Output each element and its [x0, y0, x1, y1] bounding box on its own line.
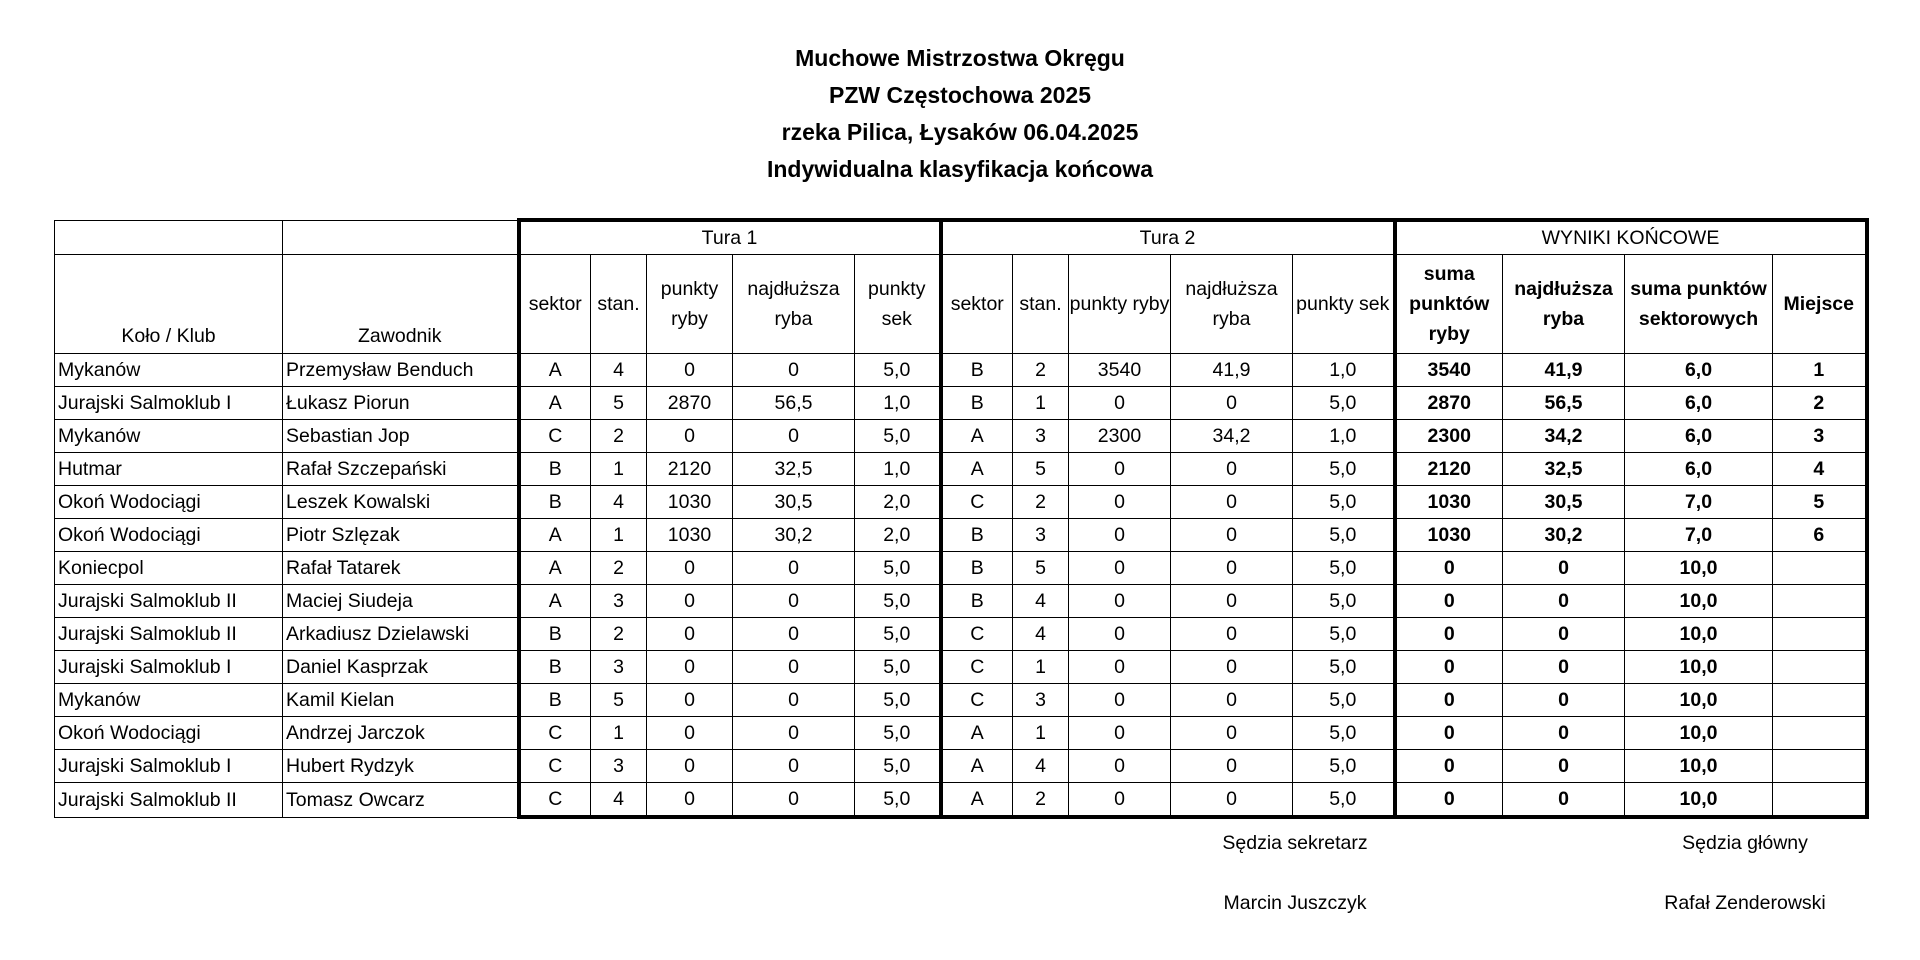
- cell-t1-fish-points: 1030: [647, 486, 733, 519]
- cell-t2-fish-points: 0: [1069, 519, 1171, 552]
- cell-t1-longest: 32,5: [733, 453, 855, 486]
- cell-t1-fish-points: 0: [647, 783, 733, 818]
- cell-place: 5: [1773, 486, 1867, 519]
- cell-player: Hubert Rydzyk: [283, 750, 519, 783]
- cell-place: 4: [1773, 453, 1867, 486]
- cell-total-sector-points: 10,0: [1625, 651, 1773, 684]
- cell-club: Mykanów: [55, 420, 283, 453]
- cell-player: Maciej Siudeja: [283, 585, 519, 618]
- cell-club: Jurajski Salmoklub I: [55, 651, 283, 684]
- col-t2-sector-points: punkty sek: [1293, 255, 1395, 354]
- results-table: [54, 218, 1869, 819]
- cell-t2-sector: A: [941, 750, 1013, 783]
- cell-t1-sector-points: 5,0: [855, 552, 941, 585]
- cell-place: 2: [1773, 387, 1867, 420]
- cell-player: Andrzej Jarczok: [283, 717, 519, 750]
- cell-t1-sector: C: [519, 717, 591, 750]
- cell-t1-fish-points: 2120: [647, 453, 733, 486]
- cell-player: Rafał Tatarek: [283, 552, 519, 585]
- cell-t2-longest: 0: [1171, 486, 1293, 519]
- cell-t2-sector: B: [941, 387, 1013, 420]
- table-row: [55, 783, 1867, 818]
- cell-club: Koniecpol: [55, 552, 283, 585]
- cell-t2-stand: 3: [1013, 420, 1069, 453]
- cell-t2-stand: 2: [1013, 354, 1069, 387]
- cell-total-fish-points: 1030: [1395, 486, 1503, 519]
- cell-total-longest: 0: [1503, 783, 1625, 818]
- cell-t1-sector-points: 5,0: [855, 420, 941, 453]
- cell-t2-sector-points: 1,0: [1293, 354, 1395, 387]
- cell-club: Jurajski Salmoklub II: [55, 585, 283, 618]
- cell-t1-sector-points: 2,0: [855, 486, 941, 519]
- cell-player: Kamil Kielan: [283, 684, 519, 717]
- cell-t1-stand: 1: [591, 453, 647, 486]
- cell-t2-sector-points: 5,0: [1293, 651, 1395, 684]
- table-row: [55, 684, 1867, 717]
- cell-t1-sector: C: [519, 783, 591, 818]
- cell-t2-sector: A: [941, 717, 1013, 750]
- cell-total-sector-points: 10,0: [1625, 684, 1773, 717]
- cell-t2-sector: B: [941, 552, 1013, 585]
- cell-t1-sector-points: 5,0: [855, 585, 941, 618]
- cell-total-longest: 34,2: [1503, 420, 1625, 453]
- cell-t1-sector-points: 5,0: [855, 651, 941, 684]
- cell-t2-longest: 0: [1171, 783, 1293, 818]
- cell-total-fish-points: 2870: [1395, 387, 1503, 420]
- cell-club: Jurajski Salmoklub I: [55, 387, 283, 420]
- cell-t1-longest: 0: [733, 717, 855, 750]
- cell-t1-longest: 0: [733, 420, 855, 453]
- cell-total-sector-points: 7,0: [1625, 519, 1773, 552]
- cell-t2-stand: 1: [1013, 387, 1069, 420]
- cell-total-sector-points: 10,0: [1625, 717, 1773, 750]
- cell-total-fish-points: 0: [1395, 585, 1503, 618]
- cell-player: Leszek Kowalski: [283, 486, 519, 519]
- secretary-title: Sędzia sekretarz: [1222, 832, 1368, 854]
- col-club: Koło / Klub: [55, 255, 283, 354]
- cell-t2-sector-points: 5,0: [1293, 387, 1395, 420]
- cell-t2-sector: A: [941, 420, 1013, 453]
- title-line-2: PZW Częstochowa 2025: [828, 82, 1092, 108]
- cell-player: Tomasz Owcarz: [283, 783, 519, 818]
- cell-club: Okoń Wodociągi: [55, 486, 283, 519]
- col-t1-longest: najdłuższa ryba: [733, 255, 855, 354]
- secretary-name: Marcin Juszczyk: [1223, 892, 1367, 914]
- col-total-sector-points: suma punktów sektorowych: [1625, 255, 1773, 354]
- cell-total-longest: 0: [1503, 585, 1625, 618]
- cell-t1-sector: B: [519, 453, 591, 486]
- cell-t1-longest: 0: [733, 585, 855, 618]
- cell-t1-sector-points: 5,0: [855, 354, 941, 387]
- cell-place: 6: [1773, 519, 1867, 552]
- cell-t1-stand: 4: [591, 783, 647, 818]
- table-row: [55, 717, 1867, 750]
- cell-t1-sector: A: [519, 387, 591, 420]
- cell-t2-fish-points: 0: [1069, 651, 1171, 684]
- cell-t2-sector-points: 5,0: [1293, 717, 1395, 750]
- col-t1-sector: sektor: [519, 255, 591, 354]
- cell-total-fish-points: 0: [1395, 618, 1503, 651]
- cell-t2-sector: B: [941, 519, 1013, 552]
- cell-t1-stand: 4: [591, 354, 647, 387]
- cell-t1-longest: 0: [733, 552, 855, 585]
- group-tura-2: Tura 2: [941, 220, 1395, 255]
- cell-total-longest: 30,5: [1503, 486, 1625, 519]
- col-player: Zawodnik: [283, 255, 519, 354]
- col-total-longest: najdłuższa ryba: [1503, 255, 1625, 354]
- cell-t1-stand: 4: [591, 486, 647, 519]
- cell-t2-fish-points: 3540: [1069, 354, 1171, 387]
- cell-t2-sector: B: [941, 585, 1013, 618]
- cell-t1-longest: 30,5: [733, 486, 855, 519]
- cell-t1-sector: B: [519, 684, 591, 717]
- cell-t2-sector-points: 5,0: [1293, 684, 1395, 717]
- cell-t2-stand: 4: [1013, 750, 1069, 783]
- cell-total-fish-points: 2300: [1395, 420, 1503, 453]
- table-row: [55, 618, 1867, 651]
- cell-total-longest: 0: [1503, 618, 1625, 651]
- cell-total-sector-points: 6,0: [1625, 453, 1773, 486]
- cell-t2-stand: 2: [1013, 783, 1069, 818]
- cell-t2-sector: C: [941, 684, 1013, 717]
- cell-t1-stand: 3: [591, 585, 647, 618]
- cell-place: [1773, 552, 1867, 585]
- cell-t2-sector: B: [941, 354, 1013, 387]
- cell-place: [1773, 750, 1867, 783]
- title-line-1: Muchowe Mistrzostwa Okręgu: [795, 45, 1125, 71]
- cell-t2-stand: 4: [1013, 585, 1069, 618]
- results-body: [55, 354, 1867, 818]
- cell-total-longest: 56,5: [1503, 387, 1625, 420]
- cell-t2-longest: 0: [1171, 684, 1293, 717]
- chief-judge-name: Rafał Zenderowski: [1664, 892, 1826, 914]
- table-row: [55, 354, 1867, 387]
- cell-t2-longest: 0: [1171, 750, 1293, 783]
- cell-player: Przemysław Benduch: [283, 354, 519, 387]
- cell-t1-fish-points: 0: [647, 420, 733, 453]
- cell-total-longest: 30,2: [1503, 519, 1625, 552]
- cell-t1-sector-points: 1,0: [855, 453, 941, 486]
- table-row: [55, 453, 1867, 486]
- cell-club: Jurajski Salmoklub II: [55, 783, 283, 818]
- cell-club: Okoń Wodociągi: [55, 717, 283, 750]
- document-title: [0, 40, 1920, 188]
- cell-place: [1773, 783, 1867, 818]
- cell-t1-sector: A: [519, 519, 591, 552]
- table-row: [55, 552, 1867, 585]
- cell-t2-stand: 1: [1013, 651, 1069, 684]
- cell-t1-sector-points: 5,0: [855, 684, 941, 717]
- cell-t2-fish-points: 0: [1069, 684, 1171, 717]
- cell-t1-stand: 2: [591, 552, 647, 585]
- cell-place: [1773, 618, 1867, 651]
- table-row: [55, 585, 1867, 618]
- cell-t2-longest: 0: [1171, 651, 1293, 684]
- cell-player: Piotr Szlęzak: [283, 519, 519, 552]
- cell-t2-longest: 0: [1171, 618, 1293, 651]
- cell-total-fish-points: 0: [1395, 651, 1503, 684]
- cell-t1-sector-points: 1,0: [855, 387, 941, 420]
- cell-t2-longest: 34,2: [1171, 420, 1293, 453]
- title-line-3: rzeka Pilica, Łysaków 06.04.2025: [781, 119, 1139, 145]
- cell-t2-fish-points: 0: [1069, 486, 1171, 519]
- cell-total-longest: 0: [1503, 750, 1625, 783]
- cell-total-fish-points: 3540: [1395, 354, 1503, 387]
- cell-t1-fish-points: 0: [647, 552, 733, 585]
- cell-club: Jurajski Salmoklub I: [55, 750, 283, 783]
- cell-total-longest: 0: [1503, 651, 1625, 684]
- cell-t1-longest: 0: [733, 618, 855, 651]
- cell-club: Jurajski Salmoklub II: [55, 618, 283, 651]
- cell-t2-fish-points: 0: [1069, 618, 1171, 651]
- cell-t2-stand: 5: [1013, 552, 1069, 585]
- cell-place: [1773, 684, 1867, 717]
- cell-total-sector-points: 10,0: [1625, 552, 1773, 585]
- cell-t2-sector-points: 5,0: [1293, 750, 1395, 783]
- cell-t2-stand: 3: [1013, 684, 1069, 717]
- cell-t1-sector: B: [519, 486, 591, 519]
- cell-t1-longest: 0: [733, 750, 855, 783]
- cell-total-sector-points: 6,0: [1625, 387, 1773, 420]
- cell-club: Mykanów: [55, 354, 283, 387]
- cell-t2-sector-points: 5,0: [1293, 486, 1395, 519]
- cell-t2-sector-points: 1,0: [1293, 420, 1395, 453]
- cell-t1-longest: 0: [733, 354, 855, 387]
- cell-total-fish-points: 0: [1395, 717, 1503, 750]
- col-place: Miejsce: [1773, 255, 1867, 354]
- cell-total-sector-points: 7,0: [1625, 486, 1773, 519]
- cell-total-fish-points: 0: [1395, 552, 1503, 585]
- cell-t1-sector-points: 2,0: [855, 519, 941, 552]
- cell-t2-stand: 2: [1013, 486, 1069, 519]
- cell-t1-sector-points: 5,0: [855, 618, 941, 651]
- cell-total-fish-points: 0: [1395, 684, 1503, 717]
- cell-t2-sector: A: [941, 783, 1013, 818]
- cell-total-fish-points: 0: [1395, 783, 1503, 818]
- table-row: [55, 651, 1867, 684]
- cell-club: Hutmar: [55, 453, 283, 486]
- cell-player: Daniel Kasprzak: [283, 651, 519, 684]
- cell-t1-sector: B: [519, 618, 591, 651]
- cell-t1-stand: 1: [591, 519, 647, 552]
- cell-total-longest: 32,5: [1503, 453, 1625, 486]
- cell-t1-fish-points: 2870: [647, 387, 733, 420]
- header-blank-club: [55, 220, 283, 255]
- cell-t2-sector-points: 5,0: [1293, 552, 1395, 585]
- cell-t1-stand: 3: [591, 750, 647, 783]
- cell-place: [1773, 651, 1867, 684]
- table-row: [55, 486, 1867, 519]
- cell-t1-sector-points: 5,0: [855, 783, 941, 818]
- cell-t1-sector: C: [519, 420, 591, 453]
- cell-total-sector-points: 10,0: [1625, 585, 1773, 618]
- cell-t1-fish-points: 0: [647, 585, 733, 618]
- cell-t1-sector: C: [519, 750, 591, 783]
- group-tura-1: Tura 1: [519, 220, 941, 255]
- cell-t2-fish-points: 2300: [1069, 420, 1171, 453]
- cell-player: Rafał Szczepański: [283, 453, 519, 486]
- table-row: [55, 750, 1867, 783]
- cell-total-longest: 41,9: [1503, 354, 1625, 387]
- cell-t1-sector: A: [519, 552, 591, 585]
- cell-player: Arkadiusz Dzielawski: [283, 618, 519, 651]
- cell-player: Sebastian Jop: [283, 420, 519, 453]
- cell-t2-sector-points: 5,0: [1293, 519, 1395, 552]
- cell-total-fish-points: 0: [1395, 750, 1503, 783]
- col-t2-sector: sektor: [941, 255, 1013, 354]
- table-row: [55, 519, 1867, 552]
- cell-place: [1773, 585, 1867, 618]
- cell-t2-longest: 0: [1171, 387, 1293, 420]
- cell-t1-sector-points: 5,0: [855, 717, 941, 750]
- cell-t1-sector: A: [519, 354, 591, 387]
- cell-t2-sector: C: [941, 486, 1013, 519]
- cell-total-longest: 0: [1503, 552, 1625, 585]
- cell-t1-fish-points: 0: [647, 717, 733, 750]
- cell-t1-longest: 30,2: [733, 519, 855, 552]
- cell-t1-stand: 3: [591, 651, 647, 684]
- cell-t2-longest: 0: [1171, 552, 1293, 585]
- cell-t1-fish-points: 0: [647, 354, 733, 387]
- cell-t2-longest: 0: [1171, 453, 1293, 486]
- cell-t1-longest: 0: [733, 684, 855, 717]
- cell-total-fish-points: 2120: [1395, 453, 1503, 486]
- cell-t2-sector: C: [941, 618, 1013, 651]
- cell-total-sector-points: 10,0: [1625, 783, 1773, 818]
- col-t1-sector-points: punkty sek: [855, 255, 941, 354]
- cell-t1-longest: 56,5: [733, 387, 855, 420]
- cell-t2-stand: 4: [1013, 618, 1069, 651]
- cell-place: [1773, 717, 1867, 750]
- cell-t1-fish-points: 0: [647, 684, 733, 717]
- cell-place: 3: [1773, 420, 1867, 453]
- cell-club: Okoń Wodociągi: [55, 519, 283, 552]
- col-total-fish-points: suma punktów ryby: [1395, 255, 1503, 354]
- cell-total-longest: 0: [1503, 684, 1625, 717]
- cell-t1-fish-points: 0: [647, 651, 733, 684]
- col-t2-fish-points: punkty ryby: [1069, 255, 1171, 354]
- cell-t2-sector-points: 5,0: [1293, 783, 1395, 818]
- cell-t1-longest: 0: [733, 783, 855, 818]
- cell-t1-stand: 5: [591, 684, 647, 717]
- cell-t1-stand: 2: [591, 420, 647, 453]
- group-final-results: WYNIKI KOŃCOWE: [1395, 220, 1867, 255]
- cell-t2-fish-points: 0: [1069, 717, 1171, 750]
- cell-total-sector-points: 6,0: [1625, 420, 1773, 453]
- cell-t1-stand: 2: [591, 618, 647, 651]
- table-row: [55, 420, 1867, 453]
- chief-judge-title: Sędzia główny: [1682, 832, 1808, 854]
- cell-t2-stand: 1: [1013, 717, 1069, 750]
- cell-t2-stand: 5: [1013, 453, 1069, 486]
- cell-total-fish-points: 1030: [1395, 519, 1503, 552]
- cell-t2-sector-points: 5,0: [1293, 618, 1395, 651]
- cell-t2-fish-points: 0: [1069, 750, 1171, 783]
- cell-t1-sector-points: 5,0: [855, 750, 941, 783]
- cell-t2-fish-points: 0: [1069, 387, 1171, 420]
- cell-t1-fish-points: 1030: [647, 519, 733, 552]
- cell-t1-stand: 5: [591, 387, 647, 420]
- cell-total-longest: 0: [1503, 717, 1625, 750]
- table-row: [55, 387, 1867, 420]
- col-t2-stand: stan.: [1013, 255, 1069, 354]
- cell-total-sector-points: 6,0: [1625, 354, 1773, 387]
- cell-player: Łukasz Piorun: [283, 387, 519, 420]
- cell-t1-sector: A: [519, 585, 591, 618]
- cell-t2-fish-points: 0: [1069, 453, 1171, 486]
- cell-t2-fish-points: 0: [1069, 552, 1171, 585]
- cell-total-sector-points: 10,0: [1625, 750, 1773, 783]
- cell-t2-longest: 0: [1171, 717, 1293, 750]
- col-t2-longest: najdłuższa ryba: [1171, 255, 1293, 354]
- cell-place: 1: [1773, 354, 1867, 387]
- cell-t2-sector: C: [941, 651, 1013, 684]
- cell-t1-sector: B: [519, 651, 591, 684]
- cell-t2-stand: 3: [1013, 519, 1069, 552]
- title-line-4: Indywidualna klasyfikacja końcowa: [766, 156, 1154, 182]
- cell-t1-stand: 1: [591, 717, 647, 750]
- cell-total-sector-points: 10,0: [1625, 618, 1773, 651]
- cell-t2-sector-points: 5,0: [1293, 585, 1395, 618]
- col-t1-fish-points: punkty ryby: [647, 255, 733, 354]
- cell-t2-longest: 0: [1171, 585, 1293, 618]
- cell-t2-fish-points: 0: [1069, 783, 1171, 818]
- cell-club: Mykanów: [55, 684, 283, 717]
- cell-t1-fish-points: 0: [647, 750, 733, 783]
- cell-t1-longest: 0: [733, 651, 855, 684]
- cell-t2-fish-points: 0: [1069, 585, 1171, 618]
- cell-t2-sector-points: 5,0: [1293, 453, 1395, 486]
- cell-t2-sector: A: [941, 453, 1013, 486]
- cell-t1-fish-points: 0: [647, 618, 733, 651]
- cell-t2-longest: 41,9: [1171, 354, 1293, 387]
- cell-t2-longest: 0: [1171, 519, 1293, 552]
- col-t1-stand: stan.: [591, 255, 647, 354]
- header-blank-name: [283, 220, 519, 255]
